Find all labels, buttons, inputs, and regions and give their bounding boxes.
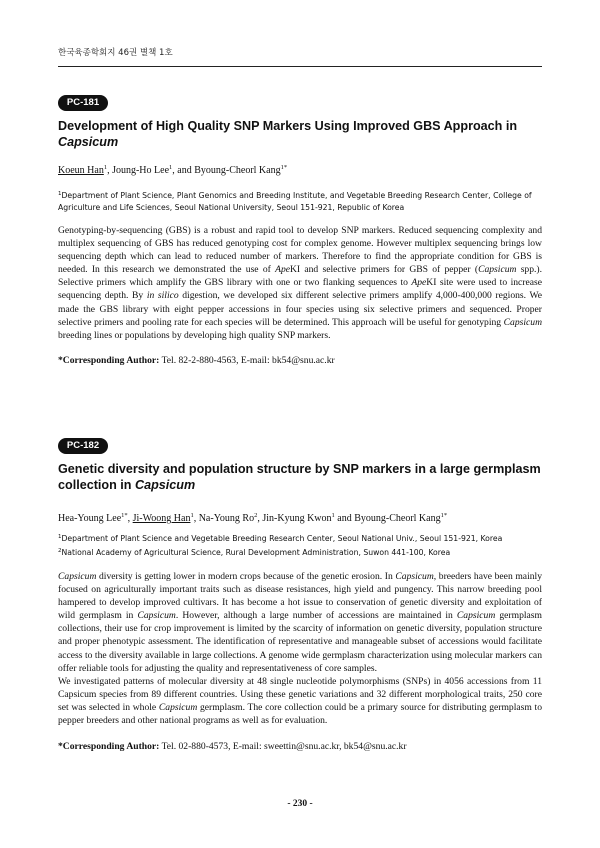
author-name: Ji-Woong Han [132,513,191,524]
abstract-body [58,224,542,342]
author-affiliation-mark: 1* [280,164,288,171]
abstract-text: , breeders have been mainly focused on agriculturally important traits such as disease resistances, high yield and pungency. This narrow breeding pool hampered to develop improved cultivars. It has become a hot issue to conservation of genetic diversity and exploitation of wild germplasm in [58,571,542,622]
author-list: Hea-Young Lee$^{1*}$, Ji-Woong Han$^1$, Na-Young Ro$^2$, Jin-Kyung Kwon$^1$ and Byoung-Cheorl Kang$^{1*}$ [58,512,448,524]
abstract-italic-term: Capsicum [395,571,434,582]
article-title-italic: Capsicum [134,478,196,492]
article-title-text: Genetic diversity and population structure by SNP markers in a large germplasm collection in [58,462,541,492]
abstract-italic-term: Capsicum [158,701,198,713]
abstract-italic-term: Ape [275,264,290,276]
article-title [58,118,542,150]
affiliation-line [58,188,542,214]
abstract-text: breeding lines or populations by developing high quality SNP markers. [58,329,331,341]
corresponding-label: *Corresponding Author: [58,355,160,366]
author-affiliation-mark: 1 [103,164,108,171]
header-rule [58,66,542,67]
author-affiliation-mark: 2 [254,512,258,519]
abstract-text: spp.). Selective primers which amplify the GBS library with one or two flanking sequences to [58,264,543,289]
affiliation-text: National Academy of Agricultural Science, Rural Development Administration, Suwon 441-100, Korea [61,548,451,557]
abstract-text: KI and selective primers for GBS of pepper ( [290,264,479,276]
author-name: Hea-Young Lee [58,513,122,524]
affiliation-line [58,545,542,559]
author-name: Byoung-Cheorl Kang [194,165,281,176]
author-name: Jin-Kyung Kwon [262,513,332,524]
author-affiliation-mark: 1 [190,512,194,519]
affiliation-mark: 2 [58,548,62,554]
abstract-text: . However, although a large number of accessions are maintained in [175,610,457,622]
author-name: Na-Young Ro [198,513,255,524]
abstract-text: Genotyping-by-sequencing (GBS) is a robust and rapid tool to develop SNP markers. Reduced sequencing complexity and multiplex sequencing of GBS has reduced genotyping cost for complex genome. However multiplex sequencing brings low sequencing depth which can lead to reduced number of markers. Therefore to find the appropriate condition for GBS is needed. In this research we demonstrated the use of [58,225,542,276]
affiliation-line [58,531,542,545]
abstract-italic-term: Capsicum [456,610,496,622]
article-title-italic: Capsicum [58,135,119,149]
article-title-text: Development of High Quality SNP Markers Using Improved GBS Approach in [58,119,518,133]
page-number: - 230 - [287,799,313,809]
affiliation-mark: 1 [58,534,62,540]
affiliation-text: Department of Plant Science, Plant Genomics and Breeding Institute, and Vegetable Breeding Research Center, College of Agriculture and Life Sciences, Seoul National University, Seoul 151-921, Republic of Korea [58,191,532,212]
author-affiliation-mark: 1 [331,512,335,519]
author-name: Joung-Ho Lee [112,165,170,176]
affiliation-mark: 1 [58,191,62,197]
abstract-number-badge: PC-181 [58,95,108,111]
author-name: Koeun Han [58,165,104,176]
abstract-text: diversity is getting lower in modern crops because of the genetic erosion. In [96,571,396,582]
abstract-italic-term: Capsicum [478,264,517,276]
affiliation-text: Department of Plant Science and Vegetable Breeding Research Center, Seoul National Univ., Seoul 151-921, Korea [61,534,503,543]
abstract-text: digestion, we developed six different selective primers amplify 4,000-400,000 regions. We made the GBS library with eight pepper accessions in four species using six selective primers and sequenced. Proper selective primers and pooling rate for each species will be determined. This approach will be useful for genotyping [58,290,543,328]
author-affiliation-mark: 1* [440,512,448,519]
corresponding-contact: Tel. 02-880-4573, E-mail: sweettin@snu.ac.kr, bk54@snu.ac.kr [159,741,407,752]
abstract-italic-term: Capsicum [58,571,97,582]
author-list: Koeun Han$^1$, Joung-Ho Lee$^1$, and Byoung-Cheorl Kang$^{1*}$ [58,164,288,176]
affiliation-list [58,531,542,559]
abstract-text: KI site were used to increase sequencing depth. By [58,277,542,302]
abstract-italic-term: Ape [411,277,427,289]
corresponding-author [58,740,542,753]
abstract-text: germplasm collections, their use for crop improvement is limited by the scarcity of information on genetic diversity, population structure and proper phenotypic assessment. The identification of representative and manageable subset of accessions would facilitate access to the diversity available in large collections. A genome wide germplasm characterization using molecular markers can offer reliable tools for adjusting the quality and representativeness of core samples. [58,610,543,674]
corresponding-author [58,354,542,367]
abstract-italic-term: in silico [146,290,179,302]
abstract-italic-term: Capsicum [137,610,176,622]
running-header: 한국육종학회지 46권 별책 1호 [58,48,173,58]
author-affiliation-mark: 1 [169,164,173,171]
article-title [58,461,542,493]
corresponding-label: *Corresponding Author: [58,741,160,752]
author-affiliation-mark: 1* [121,512,128,519]
abstract-body [58,570,542,727]
abstract-text: We investigated patterns of molecular diversity at 48 single nucleotide polymorphisms (SNPs) in 4056 accessions from 11 Capsicum species from 89 different countries. Using these genetic variations and 32 different morphological traits, 250 core set was selected in whole [58,675,542,713]
abstract-italic-term: Capsicum [503,316,542,328]
abstract-number-badge: PC-182 [58,438,108,454]
abstract-text: germplasm. The core collection could be a primary source for distributing germplasm to pepper breeders and other national programs as well as for evaluation. [58,701,542,727]
affiliation-list [58,188,542,214]
corresponding-contact: Tel. 82-2-880-4563, E-mail: bk54@snu.ac.kr [159,355,335,366]
author-name: Byoung-Cheorl Kang [354,513,441,524]
